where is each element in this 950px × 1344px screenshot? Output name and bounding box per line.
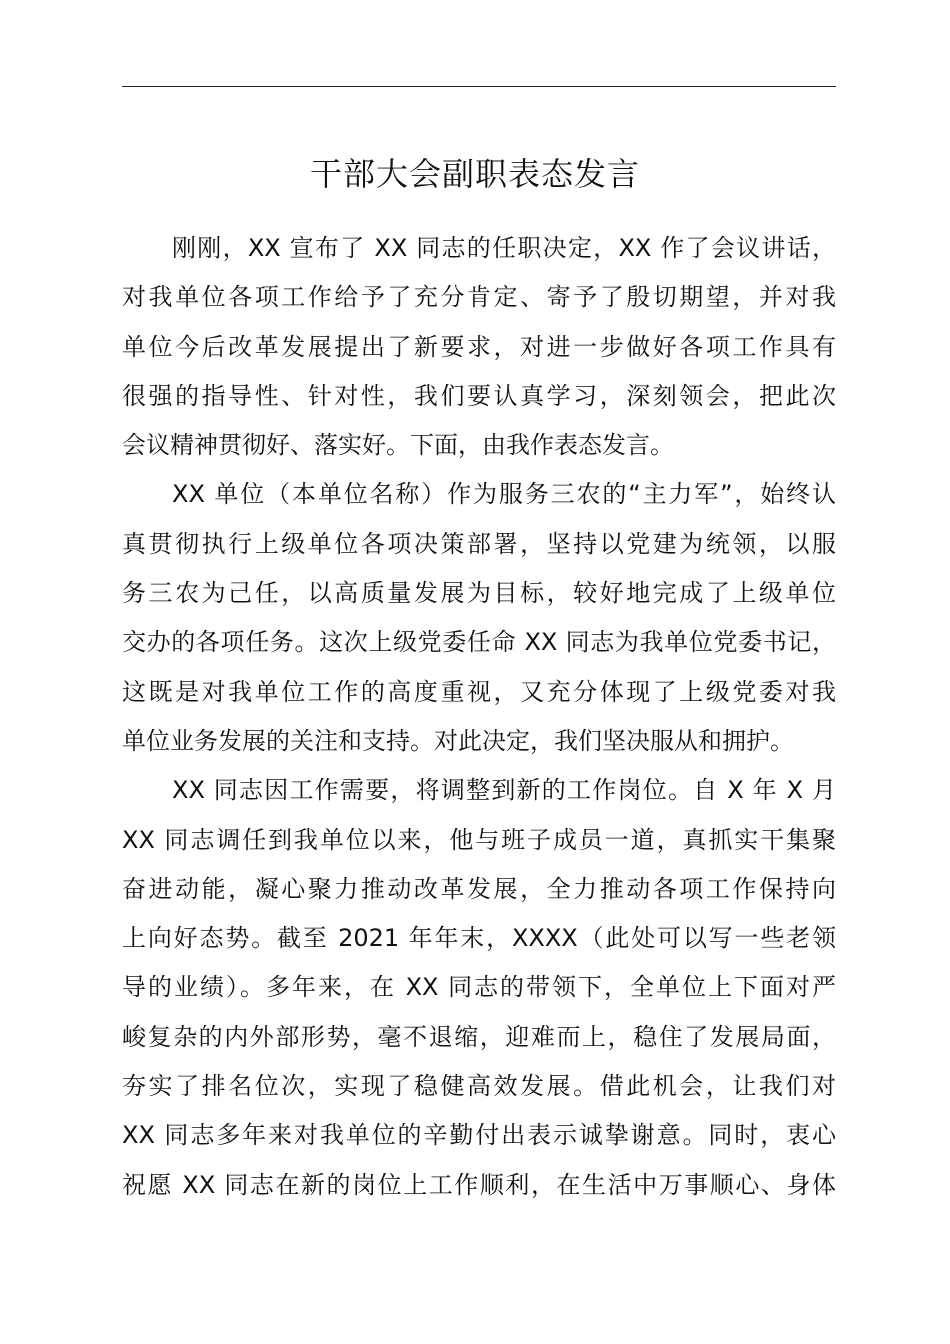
text-line: 这既是对我单位工作的高度重视，又充分体现了上级党委对我 (122, 677, 836, 706)
text-line: 对我单位各项工作给予了充分肯定、寄予了殷切期望，并对我 (122, 283, 836, 312)
text-line: 单位今后改革发展提出了新要求，对进一步做好各项工作具有 (122, 332, 836, 361)
document-body (122, 224, 836, 1210)
text-line: 刚刚，XX 宣布了 XX 同志的任职决定，XX 作了会议讲话， (172, 234, 836, 262)
text-line: XX 单位（本单位名称）作为服务三农的“主力军”，始终认 (172, 480, 836, 509)
text-line: 祝愿 XX 同志在新的岗位上工作顺利，在生活中万事顺心、身体 (122, 1170, 836, 1199)
text-line: 导的业绩）。多年来，在 XX 同志的带领下，全单位上下面对严 (122, 973, 836, 1002)
text-line: 峻复杂的内外部形势，毫不退缩，迎难而上，稳住了发展局面， (122, 1022, 836, 1051)
text-line: 上向好态势。截至 2021 年年末，XXXX（此处可以写一些老领 (122, 924, 836, 953)
text-line: 夯实了排名位次，实现了稳健高效发展。借此机会，让我们对 (122, 1072, 836, 1101)
paragraph-3 (122, 766, 836, 1210)
header-rule (122, 86, 836, 87)
text-line: 交办的各项任务。这次上级党委任命 XX 同志为我单位党委书记， (122, 628, 836, 657)
text-line: 奋进动能，凝心聚力推动改革发展，全力推动各项工作保持向 (122, 874, 836, 903)
text-line: 单位业务发展的关注和支持。对此决定，我们坚决服从和拥护。 (122, 726, 794, 755)
text-line: 真贯彻执行上级单位各项决策部署，坚持以党建为统领，以服 (122, 529, 836, 558)
document-title: 干部大会副职表态发言 (309, 155, 640, 193)
text-line: XX 同志调任到我单位以来，他与班子成员一道，真抓实干集聚 (122, 825, 836, 854)
text-line: XX 同志多年来对我单位的辛勤付出表示诚挚谢意。同时，衷心 (122, 1121, 836, 1150)
text-line: 很强的指导性、针对性，我们要认真学习，深刻领会，把此次 (122, 381, 836, 410)
text-line: XX 同志因工作需要，将调整到新的工作岗位。自 X 年 X 月 (172, 776, 836, 805)
text-line: 务三农为己任，以高质量发展为目标，较好地完成了上级单位 (122, 579, 836, 608)
paragraph-1 (122, 224, 836, 470)
text-line: 会议精神贯彻好、落实好。下面，由我作表态发言。 (122, 431, 674, 460)
paragraph-2 (122, 470, 836, 766)
